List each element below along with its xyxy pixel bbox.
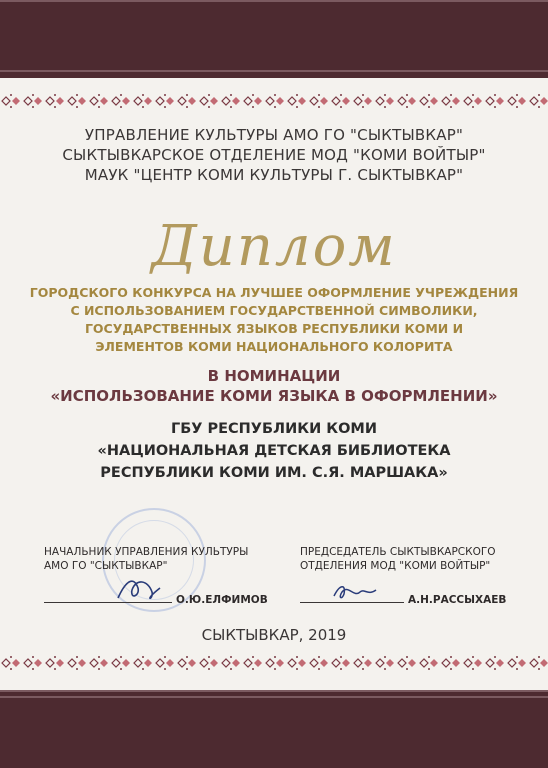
winner-line-1: ГБУ РЕСПУБЛИКИ КОМИ (170, 421, 378, 437)
organizer-line-3: МАУК "ЦЕНТР КОМИ КУЛЬТУРЫ Г. СЫКТЫВКАР" (84, 166, 464, 184)
contest-line-3: ГОСУДАРСТВЕННЫХ ЯЗЫКОВ РЕСПУБЛИКИ КОМИ И (84, 321, 464, 336)
winner-line-2: «НАЦИОНАЛЬНАЯ ДЕТСКАЯ БИБЛИОТЕКА (97, 443, 451, 459)
nomination-title: «ИСПОЛЬЗОВАНИЕ КОМИ ЯЗЫКА В ОФОРМЛЕНИИ» (50, 387, 498, 405)
right-signatory-name: А.Н.РАССЫХАЕВ (408, 594, 507, 606)
left-signatory-name: О.Ю.ЕЛФИМОВ (176, 594, 268, 606)
right-handwritten-signature (330, 580, 380, 604)
top-ornament-border (0, 92, 548, 110)
organizer-line-2: СЫКТЫВКАРСКОЕ ОТДЕЛЕНИЕ МОД "КОМИ ВОЙТЫР" (62, 146, 486, 164)
place-and-year: СЫКТЫВКАР, 2019 (201, 626, 347, 644)
organizer-line-1: УПРАВЛЕНИЕ КУЛЬТУРЫ АМО ГО "СЫКТЫВКАР" (84, 126, 464, 144)
left-signatory-title-line-1: НАЧАЛЬНИК УПРАВЛЕНИЯ КУЛЬТУРЫ (44, 546, 249, 558)
top-ornamental-band (0, 0, 548, 78)
left-handwritten-signature (112, 570, 172, 606)
winner-line-3: РЕСПУБЛИКИ КОМИ ИМ. С.Я. МАРШАКА» (100, 465, 448, 481)
left-signatory-title (44, 545, 274, 573)
right-signatory-title-line-2: ОТДЕЛЕНИЯ МОД "КОМИ ВОЙТЫР" (300, 560, 491, 572)
right-signatory-title (300, 545, 530, 573)
contest-line-2: С ИСПОЛЬЗОВАНИЕМ ГОСУДАРСТВЕННОЙ СИМВОЛИКИ, (70, 303, 478, 318)
contest-line-1: ГОРОДСКОГО КОНКУРСА НА ЛУЧШЕЕ ОФОРМЛЕНИЕ УЧРЕЖДЕНИЯ (29, 285, 519, 300)
nomination-label: В НОМИНАЦИИ (207, 367, 341, 385)
contest-line-4: ЭЛЕМЕНТОВ КОМИ НАЦИОНАЛЬНОГО КОЛОРИТА (95, 339, 453, 354)
bottom-ornament-border (0, 654, 548, 672)
diploma-title: Диплом (151, 214, 397, 279)
left-signatory-title-line-2: АМО ГО "СЫКТЫВКАР" (44, 560, 168, 572)
bottom-ornamental-band (0, 690, 548, 768)
right-signatory-title-line-1: ПРЕДСЕДАТЕЛЬ СЫКТЫВКАРСКОГО (300, 546, 496, 558)
